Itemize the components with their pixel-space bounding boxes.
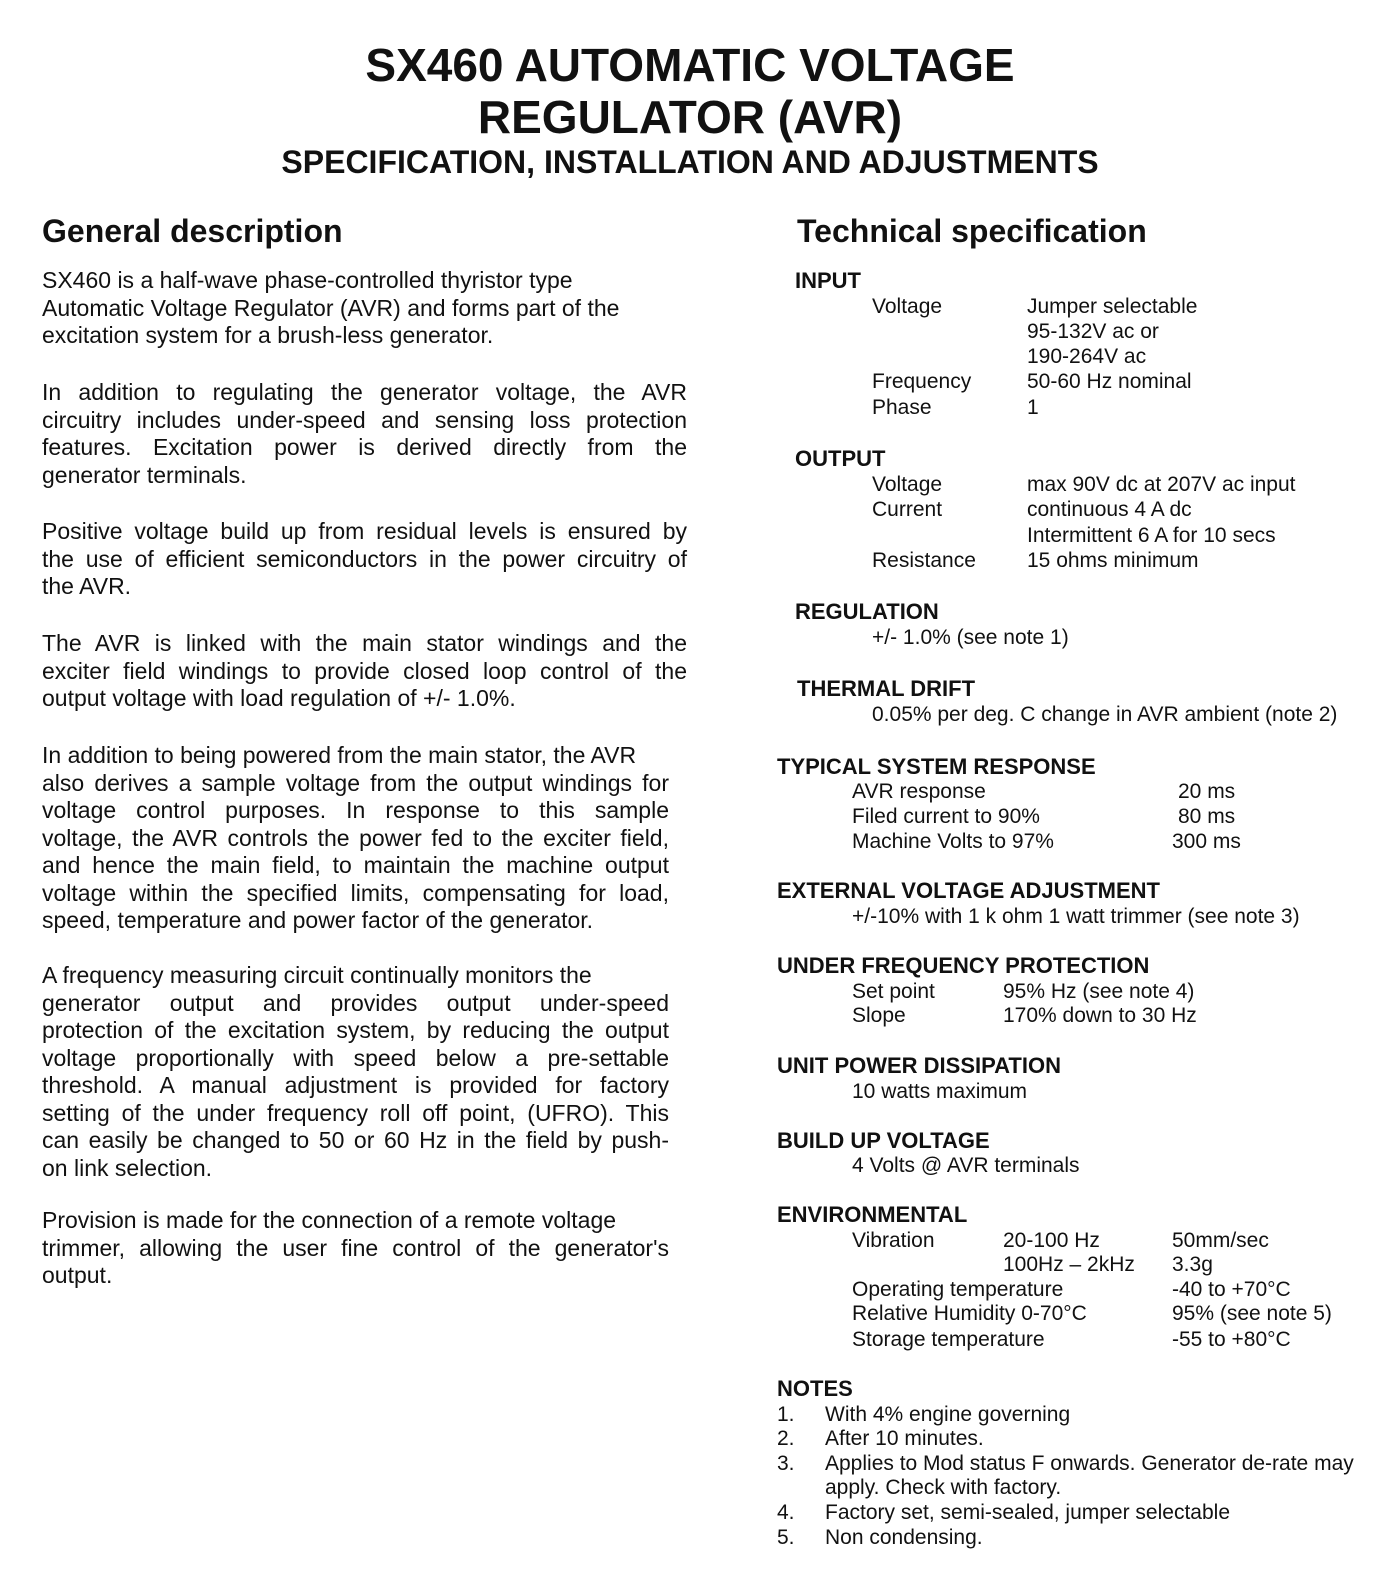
output-voltage-value: max 90V dc at 207V ac input: [1027, 473, 1296, 496]
general-paragraph-5: [42, 742, 669, 935]
document-subtitle: SPECIFICATION, INSTALLATION AND ADJUSTMENTS: [281, 144, 1099, 180]
output-resistance-value: 15 ohms minimum: [1027, 549, 1199, 572]
response-label: AVR response: [852, 780, 986, 803]
general-paragraph-1: [42, 267, 687, 350]
regulation-value: +/- 1.0% (see note 1): [872, 626, 1069, 649]
humidity-value: 95% (see note 5): [1172, 1302, 1332, 1325]
paragraph-line: voltage, the AVR controls the power fed to the exciter field,: [42, 824, 669, 851]
paragraph-line: Automatic Voltage Regulator (AVR) and forms part of the: [42, 294, 620, 321]
thermal-drift-value: 0.05% per deg. C change in AVR ambient (note 2): [872, 703, 1338, 726]
paragraph-line: trimmer, allowing the user fine control of the generator's: [42, 1234, 669, 1261]
paragraph-line: exciter field windings to provide closed loop control of the: [42, 657, 687, 684]
storage-temperature-value: -55 to +80°C: [1172, 1328, 1291, 1351]
general-paragraph-3: [42, 518, 687, 601]
general-paragraph-4: [42, 630, 687, 713]
note-number: 1.: [777, 1403, 795, 1426]
notes-section-title: NOTES: [777, 1376, 853, 1401]
input-voltage-value: 190-264V ac: [1027, 345, 1147, 368]
paragraph-line: on link selection.: [42, 1154, 213, 1181]
paragraph-line: In addition to regulating the generator voltage, the AVR: [42, 379, 687, 405]
paragraph-line: the use of efficient semiconductors in the power circuitry of: [42, 545, 687, 572]
paragraph-line: and hence the main field, to maintain the machine output: [42, 852, 669, 878]
input-frequency-label: Frequency: [872, 370, 972, 393]
response-value: 20 ms: [1178, 780, 1236, 803]
under-frequency-section-title: UNDER FREQUENCY PROTECTION: [777, 953, 1150, 978]
vibration-range: 20-100 Hz: [1003, 1229, 1100, 1252]
input-voltage-value: 95-132V ac or: [1027, 320, 1159, 343]
paragraph-line: also derives a sample voltage from the output windings for: [42, 769, 669, 796]
input-phase-label: Phase: [872, 396, 932, 419]
set-point-value: 95% Hz (see note 4): [1003, 980, 1195, 1003]
general-paragraph-6: [42, 962, 669, 1182]
humidity-label: Relative Humidity 0-70°C: [852, 1302, 1087, 1325]
regulation-section-title: REGULATION: [795, 599, 939, 624]
response-label: Machine Volts to 97%: [852, 830, 1054, 853]
paragraph-line: The AVR is linked with the main stator windings and the: [42, 630, 687, 656]
response-label: Filed current to 90%: [852, 805, 1040, 828]
system-response-section-title: TYPICAL SYSTEM RESPONSE: [777, 754, 1096, 779]
note-text: Non condensing.: [825, 1526, 983, 1549]
build-up-voltage-value: 4 Volts @ AVR terminals: [852, 1154, 1080, 1177]
output-current-label: Current: [872, 498, 943, 521]
output-voltage-label: Voltage: [872, 473, 943, 496]
vibration-value: 50mm/sec: [1172, 1229, 1269, 1252]
general-paragraph-2: [42, 379, 687, 489]
paragraph-line: output.: [42, 1262, 113, 1288]
input-voltage-label: Voltage: [872, 295, 943, 318]
note-text: After 10 minutes.: [825, 1427, 984, 1450]
output-section-title: OUTPUT: [795, 446, 886, 471]
paragraph-line: circuitry includes under-speed and sensing loss protection: [42, 406, 687, 433]
note-number: 5.: [777, 1526, 795, 1549]
document-title-line1: SX460 AUTOMATIC VOLTAGE: [365, 39, 1015, 91]
paragraph-line: In addition to being powered from the main stator, the AVR: [42, 742, 637, 768]
power-dissipation-section-title: UNIT POWER DISSIPATION: [777, 1053, 1061, 1078]
note-number: 4.: [777, 1501, 795, 1524]
paragraph-line: output voltage with load regulation of +/- 1.0%.: [42, 685, 516, 711]
set-point-label: Set point: [852, 980, 935, 1003]
input-frequency-value: 50-60 Hz nominal: [1027, 370, 1192, 393]
paragraph-line: the AVR.: [42, 573, 132, 599]
vibration-range: 100Hz – 2kHz: [1003, 1253, 1135, 1276]
paragraph-line: Positive voltage build up from residual levels is ensured by: [42, 518, 687, 544]
paragraph-line: threshold. A manual adjustment is provided for factory: [42, 1072, 669, 1098]
external-adjustment-section-title: EXTERNAL VOLTAGE ADJUSTMENT: [777, 878, 1160, 903]
general-paragraph-7: [42, 1207, 669, 1290]
output-current-value: continuous 4 A dc: [1027, 498, 1192, 521]
note-number: 3.: [777, 1452, 795, 1475]
paragraph-line: generator output and provides output under-speed: [42, 989, 669, 1016]
vibration-value: 3.3g: [1172, 1253, 1213, 1276]
paragraph-line: can easily be changed to 50 or 60 Hz in the field by push-: [42, 1127, 669, 1153]
paragraph-line: A frequency measuring circuit continually monitors the: [42, 962, 592, 988]
operating-temperature-value: -40 to +70°C: [1172, 1278, 1291, 1301]
document-title-line2: REGULATOR (AVR): [477, 91, 903, 143]
output-current-value: Intermittent 6 A for 10 secs: [1027, 524, 1276, 547]
paragraph-line: setting of the under frequency roll off point, (UFRO). This: [42, 1099, 669, 1126]
slope-label: Slope: [852, 1004, 906, 1027]
response-value: 80 ms: [1178, 805, 1236, 828]
general-description-heading: General description: [42, 213, 343, 249]
thermal-drift-section-title: THERMAL DRIFT: [797, 676, 976, 701]
note-text: apply. Check with factory.: [825, 1476, 1062, 1499]
environmental-section-title: ENVIRONMENTAL: [777, 1202, 968, 1227]
paragraph-line: voltage proportionally with speed below a pre-settable: [42, 1044, 669, 1071]
paragraph-line: excitation system for a brush-less generator.: [42, 322, 494, 348]
paragraph-line: voltage within the specified limits, compensating for load,: [42, 879, 669, 906]
build-up-voltage-section-title: BUILD UP VOLTAGE: [777, 1128, 990, 1153]
note-number: 2.: [777, 1427, 795, 1450]
paragraph-line: Provision is made for the connection of a remote voltage: [42, 1207, 617, 1233]
technical-specification-heading: Technical specification: [797, 213, 1147, 249]
input-voltage-value: Jumper selectable: [1027, 295, 1198, 318]
external-adjustment-value: +/-10% with 1 k ohm 1 watt trimmer (see note 3): [852, 905, 1300, 928]
input-section-title: INPUT: [795, 268, 861, 293]
note-text: Applies to Mod status F onwards. Generator de-rate may: [825, 1452, 1354, 1475]
paragraph-line: generator terminals.: [42, 461, 247, 488]
vibration-label: Vibration: [852, 1229, 935, 1252]
paragraph-line: SX460 is a half-wave phase-controlled thyristor type: [42, 267, 573, 293]
paragraph-line: speed, temperature and power factor of the generator.: [42, 907, 594, 933]
paragraph-line: features. Excitation power is derived directly from the: [42, 434, 687, 460]
paragraph-line: voltage control purposes. In response to this sample: [42, 797, 669, 823]
note-text: With 4% engine governing: [825, 1403, 1071, 1426]
operating-temperature-label: Operating temperature: [852, 1278, 1064, 1301]
note-text: Factory set, semi-sealed, jumper selectable: [825, 1501, 1230, 1524]
storage-temperature-label: Storage temperature: [852, 1328, 1045, 1351]
input-phase-value: 1: [1027, 396, 1039, 419]
response-value: 300 ms: [1172, 830, 1241, 853]
slope-value: 170% down to 30 Hz: [1003, 1004, 1197, 1027]
output-resistance-label: Resistance: [872, 549, 976, 572]
power-dissipation-value: 10 watts maximum: [852, 1080, 1028, 1103]
paragraph-line: protection of the excitation system, by reducing the output: [42, 1017, 669, 1043]
